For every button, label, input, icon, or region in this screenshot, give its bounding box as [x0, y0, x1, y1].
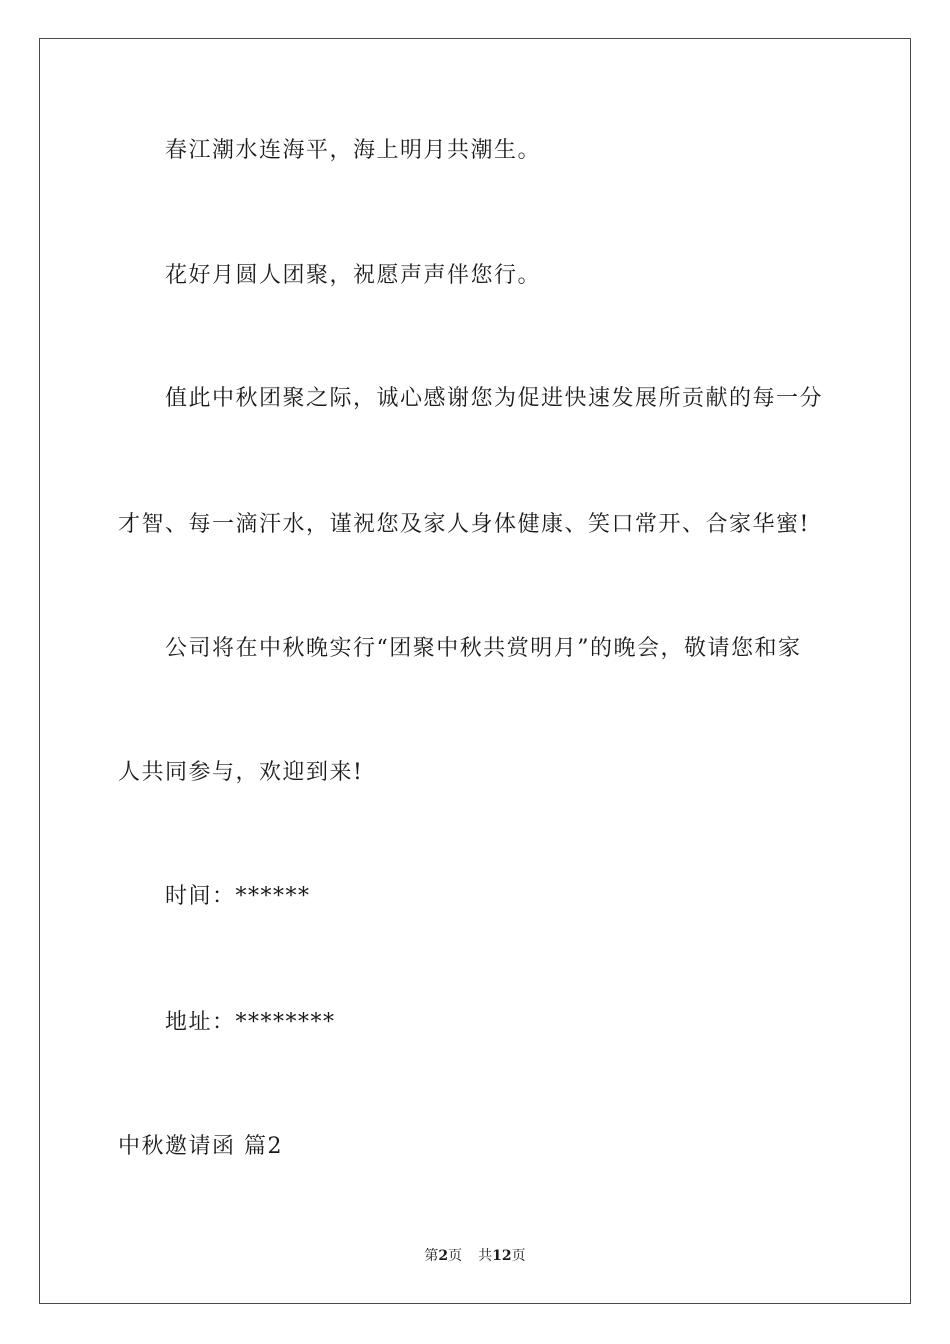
page-footer: [0, 1246, 950, 1266]
footer-total-prefix: 共: [478, 1248, 493, 1264]
page-border: [39, 38, 911, 1304]
paragraph-invitation-line-1: 公司将在中秋晚实行“团聚中秋共赏明月”的晚会，敬请您和家: [165, 636, 802, 661]
paragraph-verse-2: 花好月圆人团聚，祝愿声声伴您行。: [165, 263, 542, 288]
paragraph-invitation-line-2: 人共同参与，欢迎到来!: [118, 760, 364, 785]
paragraph-thanks-line-1: 值此中秋团聚之际，诚心感谢您为促进快速发展所贡献的每一分: [165, 386, 824, 411]
footer-total-pages: 12: [492, 1248, 512, 1264]
paragraph-verse-1: 春江潮水连海平，海上明月共潮生。: [165, 138, 542, 163]
event-address: 地址：********: [165, 1010, 336, 1035]
event-time: 时间：******: [165, 884, 311, 909]
footer-page-suffix: 页: [448, 1248, 463, 1264]
footer-page-prefix: 第: [424, 1248, 439, 1264]
footer-page-number: 2: [438, 1248, 449, 1264]
footer-total-suffix: 页: [511, 1248, 526, 1264]
paragraph-thanks-line-2: 才智、每一滴汗水，谨祝您及家人身体健康、笑口常开、合家华蜜!: [118, 512, 810, 537]
section-heading: 中秋邀请函 篇2: [118, 1134, 283, 1159]
